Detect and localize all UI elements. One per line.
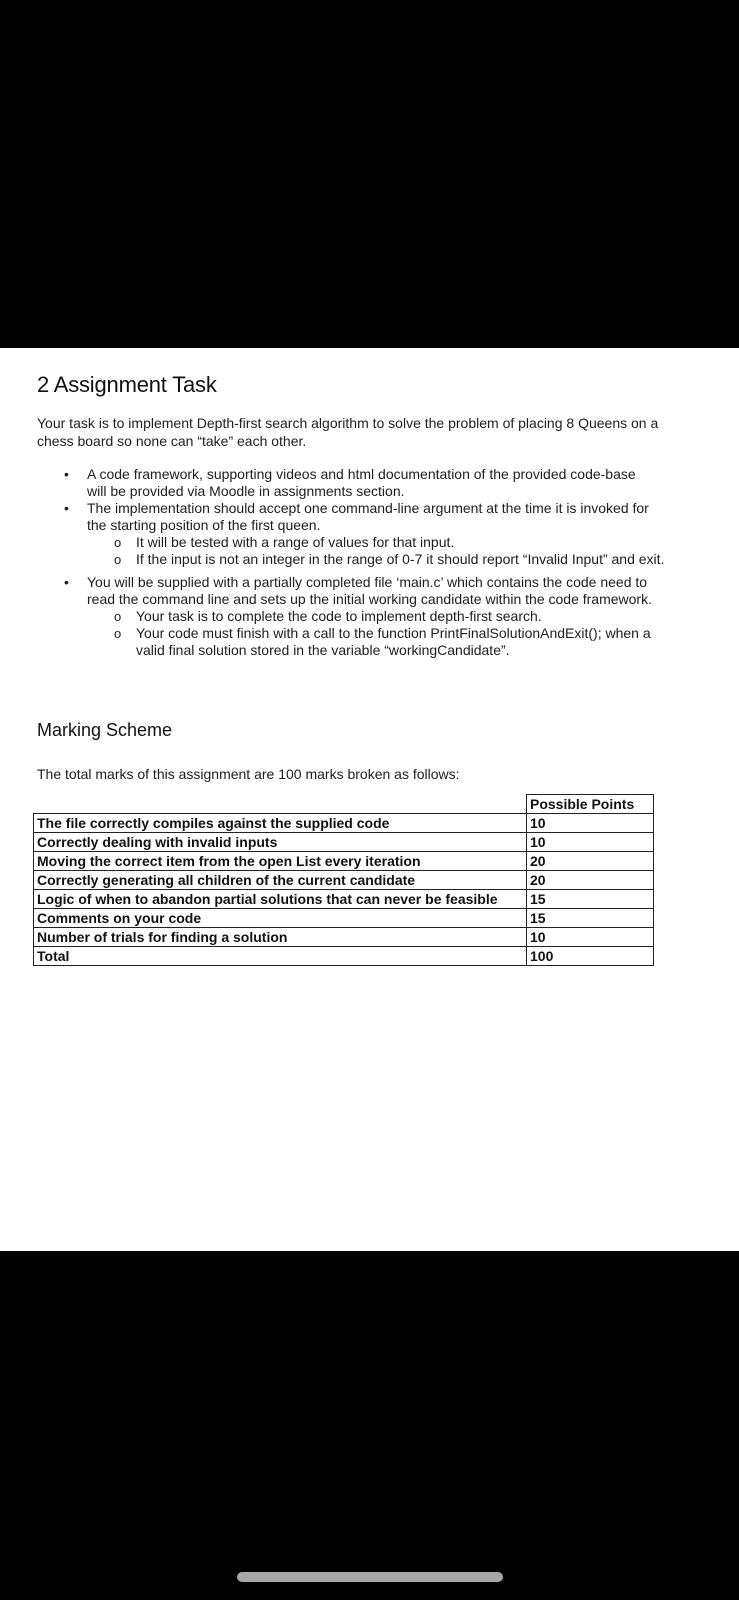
- bullet-icon: •: [64, 466, 69, 482]
- bullet-item: [64, 466, 657, 500]
- criterion-cell: Number of trials for finding a solution: [34, 928, 527, 947]
- marking-intro: The total marks of this assignment are 100 marks broken as follows:: [37, 766, 460, 782]
- sub-bullet-icon: o: [114, 626, 122, 641]
- sub-bullet-icon: o: [114, 609, 122, 624]
- document-page[interactable]: [0, 348, 739, 1251]
- table-row: [34, 833, 654, 852]
- sub-bullet-text: It will be tested with a range of values for that input.: [136, 534, 455, 550]
- table-row: [34, 890, 654, 909]
- points-header: Possible Points: [527, 795, 654, 814]
- points-cell: 10: [527, 833, 654, 852]
- marking-scheme-heading: Marking Scheme: [37, 720, 173, 740]
- criterion-cell: Comments on your code: [34, 909, 527, 928]
- criterion-cell: The file correctly compiles against the supplied code: [34, 814, 527, 833]
- bullet-icon: •: [64, 574, 69, 590]
- sub-bullet-item: [114, 551, 666, 568]
- sub-bullet-item: [114, 608, 666, 625]
- total-points-cell: 100: [527, 947, 654, 966]
- sub-bullet-item: [114, 625, 666, 659]
- marking-table: [33, 794, 654, 966]
- criterion-cell: Correctly dealing with invalid inputs: [34, 833, 527, 852]
- table-row: [34, 814, 654, 833]
- home-indicator[interactable]: [237, 1572, 503, 1582]
- intro-paragraph: Your task is to implement Depth-first search algorithm to solve the problem of placing 8 Queens on a chess board so none can “take” each other.: [37, 415, 659, 449]
- sub-bullet-list: [87, 534, 665, 568]
- bullet-text: You will be supplied with a partially completed file ‘main.c’ which contains the code need to read the command line and sets up the initial working candidate within the code framework.: [87, 574, 652, 607]
- criterion-cell: Moving the correct item from the open List every iteration: [34, 852, 527, 871]
- criterion-cell: Correctly generating all children of the current candidate: [34, 871, 527, 890]
- points-cell: 20: [527, 871, 654, 890]
- sub-bullet-text: Your task is to complete the code to implement depth-first search.: [136, 608, 542, 624]
- table-total-row: [34, 947, 654, 966]
- total-label-cell: Total: [34, 947, 527, 966]
- top-black-area: [0, 0, 739, 348]
- table-row: [34, 928, 654, 947]
- table-row: [34, 871, 654, 890]
- table-header-row: [34, 795, 654, 814]
- bullet-icon: •: [64, 500, 69, 516]
- points-cell: 15: [527, 890, 654, 909]
- sub-bullet-icon: o: [114, 552, 122, 567]
- points-cell: 15: [527, 909, 654, 928]
- sub-bullet-text: Your code must finish with a call to the function PrintFinalSolutionAndExit(); when a valid final solution stored in the variable “workingCandidate”.: [136, 625, 651, 658]
- bottom-black-area: [0, 1251, 739, 1600]
- points-cell: 20: [527, 852, 654, 871]
- table-row: [34, 852, 654, 871]
- sub-bullet-text: If the input is not an integer in the range of 0-7 it should report “Invalid Input” and exit.: [136, 551, 665, 567]
- table-row: [34, 909, 654, 928]
- sub-bullet-icon: o: [114, 535, 122, 550]
- points-cell: 10: [527, 814, 654, 833]
- sub-bullet-list: [87, 608, 657, 659]
- task-bullet-list: [0, 466, 739, 659]
- bullet-text: The implementation should accept one command-line argument at the time it is invoked for the starting position of the first queen.: [87, 500, 649, 533]
- page-title: 2 Assignment Task: [37, 372, 217, 397]
- bullet-item: [64, 574, 657, 659]
- sub-bullet-item: [114, 534, 666, 551]
- criterion-cell: Logic of when to abandon partial solutions that can never be feasible: [34, 890, 527, 909]
- points-cell: 10: [527, 928, 654, 947]
- bullet-item: [64, 500, 665, 568]
- header-empty-cell: [34, 795, 527, 814]
- bullet-text: A code framework, supporting videos and html documentation of the provided code-base will be provided via Moodle in assignments section.: [87, 466, 636, 499]
